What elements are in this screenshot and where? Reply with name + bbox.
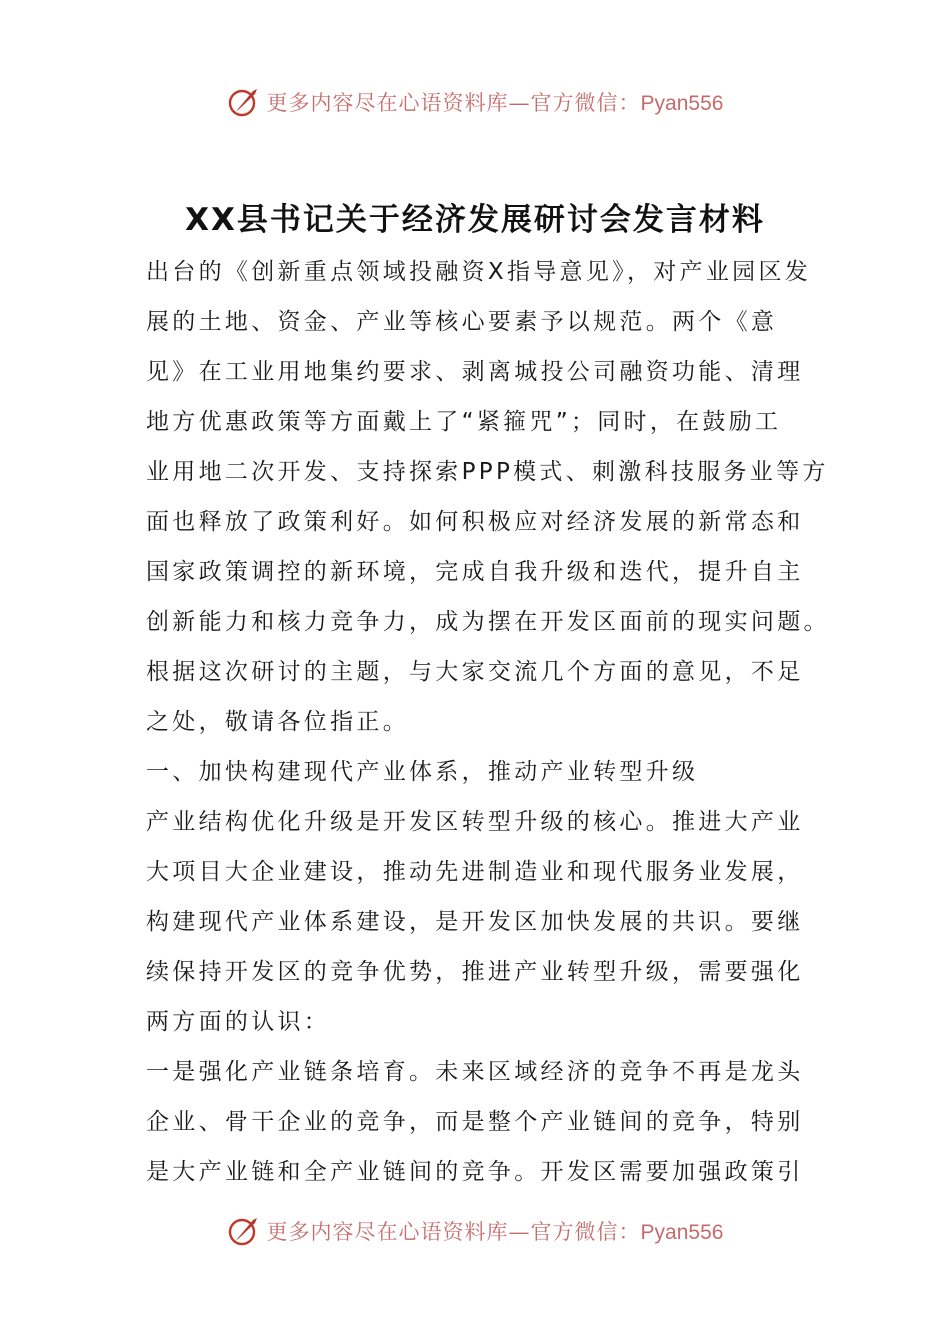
paragraph-line: 大项目大企业建设，推动先进制造业和现代服务业发展， bbox=[146, 859, 804, 885]
watermark-text: 更多内容尽在心语资料库—官方微信：Pyan556 bbox=[266, 91, 724, 115]
paragraph-line: 创新能力和核力竞争力，成为摆在开发区面前的现实问题。 bbox=[146, 609, 830, 635]
quill-pen-logo-icon bbox=[227, 1214, 261, 1248]
paragraph-line: 见》在工业用地集约要求、剥离城投公司融资功能、清理 bbox=[146, 359, 804, 385]
paragraph-line: 一是强化产业链条培育。未来区域经济的竞争不再是龙头 bbox=[146, 1059, 804, 1085]
paragraph-line: 续保持开发区的竞争优势，推进产业转型升级，需要强化 bbox=[146, 959, 804, 985]
document-title: XX县书记关于经济发展研讨会发言材料 bbox=[185, 202, 765, 238]
paragraph-line: 面也释放了政策利好。如何积极应对经济发展的新常态和 bbox=[146, 509, 804, 535]
paragraph-line: 业用地二次开发、支持探索PPP模式、刺激科技服务业等方 bbox=[146, 459, 829, 485]
paragraph-line: 地方优惠政策等方面戴上了“紧箍咒”；同时，在鼓励工 bbox=[146, 409, 782, 435]
paragraph-line: 是大产业链和全产业链间的竞争。开发区需要加强政策引 bbox=[146, 1159, 804, 1185]
section-heading: 一、加快构建现代产业体系，推动产业转型升级 bbox=[146, 759, 699, 785]
paragraph-line: 之处，敬请各位指正。 bbox=[146, 709, 409, 735]
paragraph-line: 产业结构优化升级是开发区转型升级的核心。推进大产业 bbox=[146, 809, 804, 835]
paragraph-line: 两方面的认识： bbox=[146, 1009, 331, 1035]
quill-pen-logo-icon bbox=[227, 85, 261, 119]
footer-watermark bbox=[0, 1211, 950, 1251]
paragraph-line: 出台的《创新重点领域投融资X指导意见》，对产业园区发 bbox=[146, 259, 812, 285]
paragraph-line: 构建现代产业体系建设，是开发区加快发展的共识。要继 bbox=[146, 909, 804, 935]
document-body bbox=[146, 247, 830, 1197]
paragraph-line: 企业、骨干企业的竞争，而是整个产业链间的竞争，特别 bbox=[146, 1109, 804, 1135]
paragraph-line: 根据这次研讨的主题，与大家交流几个方面的意见，不足 bbox=[146, 659, 804, 685]
watermark-text: 更多内容尽在心语资料库—官方微信：Pyan556 bbox=[266, 1220, 724, 1244]
paragraph-line: 国家政策调控的新环境，完成自我升级和迭代，提升自主 bbox=[146, 559, 804, 585]
header-watermark bbox=[0, 82, 950, 122]
paragraph-line: 展的土地、资金、产业等核心要素予以规范。两个《意 bbox=[146, 309, 778, 335]
